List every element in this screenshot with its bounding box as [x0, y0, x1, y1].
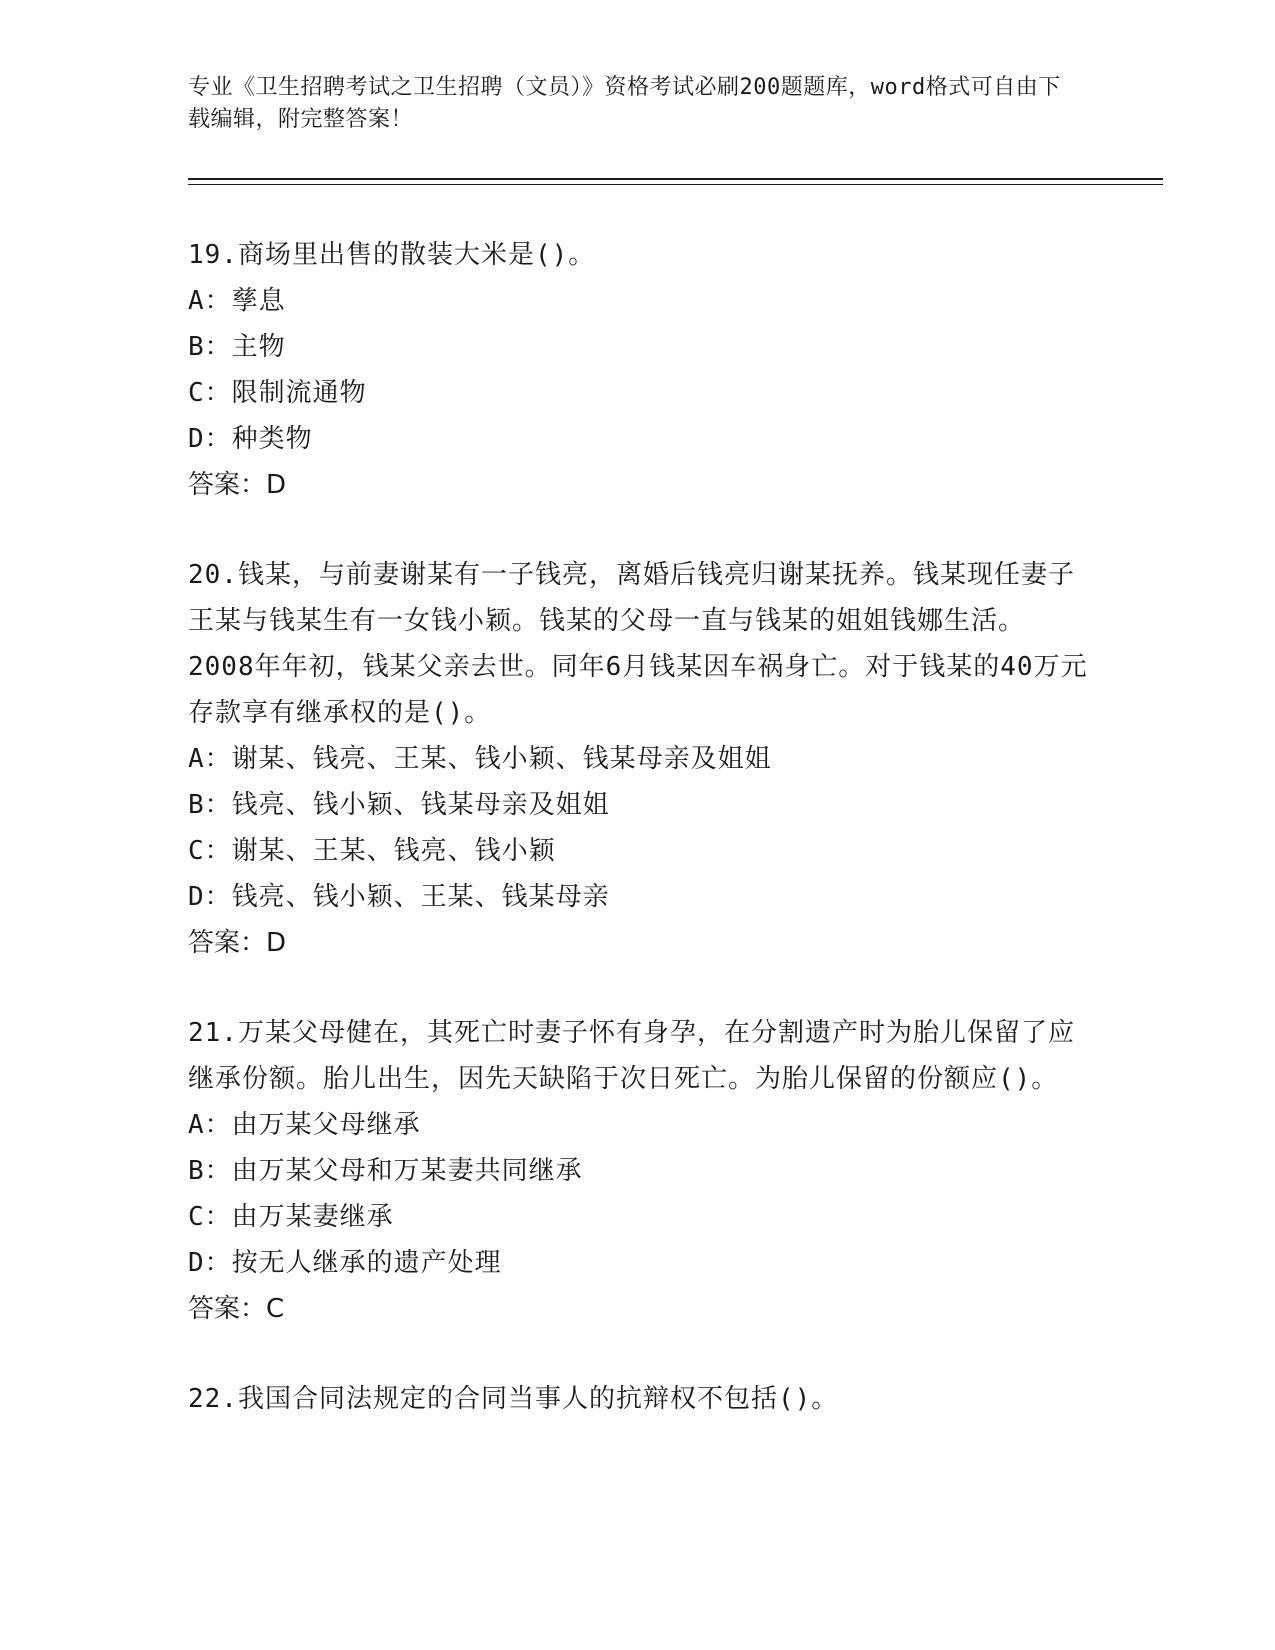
question-text: 21.万某父母健在，其死亡时妻子怀有身孕，在分割遗产时为胎儿保留了应继承份额。胎儿出生，因先天缺陷于次日死亡。为胎儿保留的份额应()。: [188, 1018, 1075, 1094]
option-d: D：按无人继承的遗产处理: [188, 1248, 502, 1278]
option-b: B：主物: [188, 332, 286, 362]
question-text: 22.我国合同法规定的合同当事人的抗辩权不包括()。: [188, 1384, 839, 1414]
option-d: D：钱亮、钱小颖、王某、钱某母亲: [188, 882, 610, 912]
option-a: A：孳息: [188, 286, 286, 316]
option-d: D：种类物: [188, 424, 313, 454]
option-b: B：由万某父母和万某妻共同继承: [188, 1156, 583, 1186]
document-header: 专业《卫生招聘考试之卫生招聘（文员）》资格考试必刷200题题库，word格式可自由下载编辑，附完整答案！: [188, 75, 1061, 132]
question-19: [188, 232, 1088, 508]
answer-label: 答案：C: [188, 1294, 285, 1324]
question-22: [188, 1376, 1088, 1422]
header-divider-thick: [188, 178, 1163, 180]
answer-label: 答案：D: [188, 470, 287, 500]
answer-label: 答案：D: [188, 928, 287, 958]
option-a: A：谢某、钱亮、王某、钱小颖、钱某母亲及姐姐: [188, 744, 772, 774]
question-list: [188, 232, 1088, 1466]
option-a: A：由万某父母继承: [188, 1110, 421, 1140]
option-b: B：钱亮、钱小颖、钱某母亲及姐姐: [188, 790, 610, 820]
question-text: 20.钱某，与前妻谢某有一子钱亮，离婚后钱亮归谢某抚养。钱某现任妻子王某与钱某生有一女钱小颖。钱某的父母一直与钱某的姐姐钱娜生活。2008年年初，钱某父亲去世。同年6月钱某因车祸身亡。对于钱某的40万元存款享有继承权的是()。: [188, 560, 1088, 728]
question-20: [188, 552, 1088, 966]
option-c: C：限制流通物: [188, 378, 367, 408]
header-divider-thin: [188, 184, 1163, 185]
question-text: 19.商场里出售的散装大米是()。: [188, 240, 596, 270]
option-c: C：由万某妻继承: [188, 1202, 394, 1232]
option-c: C：谢某、王某、钱亮、钱小颖: [188, 836, 556, 866]
question-21: [188, 1010, 1088, 1332]
